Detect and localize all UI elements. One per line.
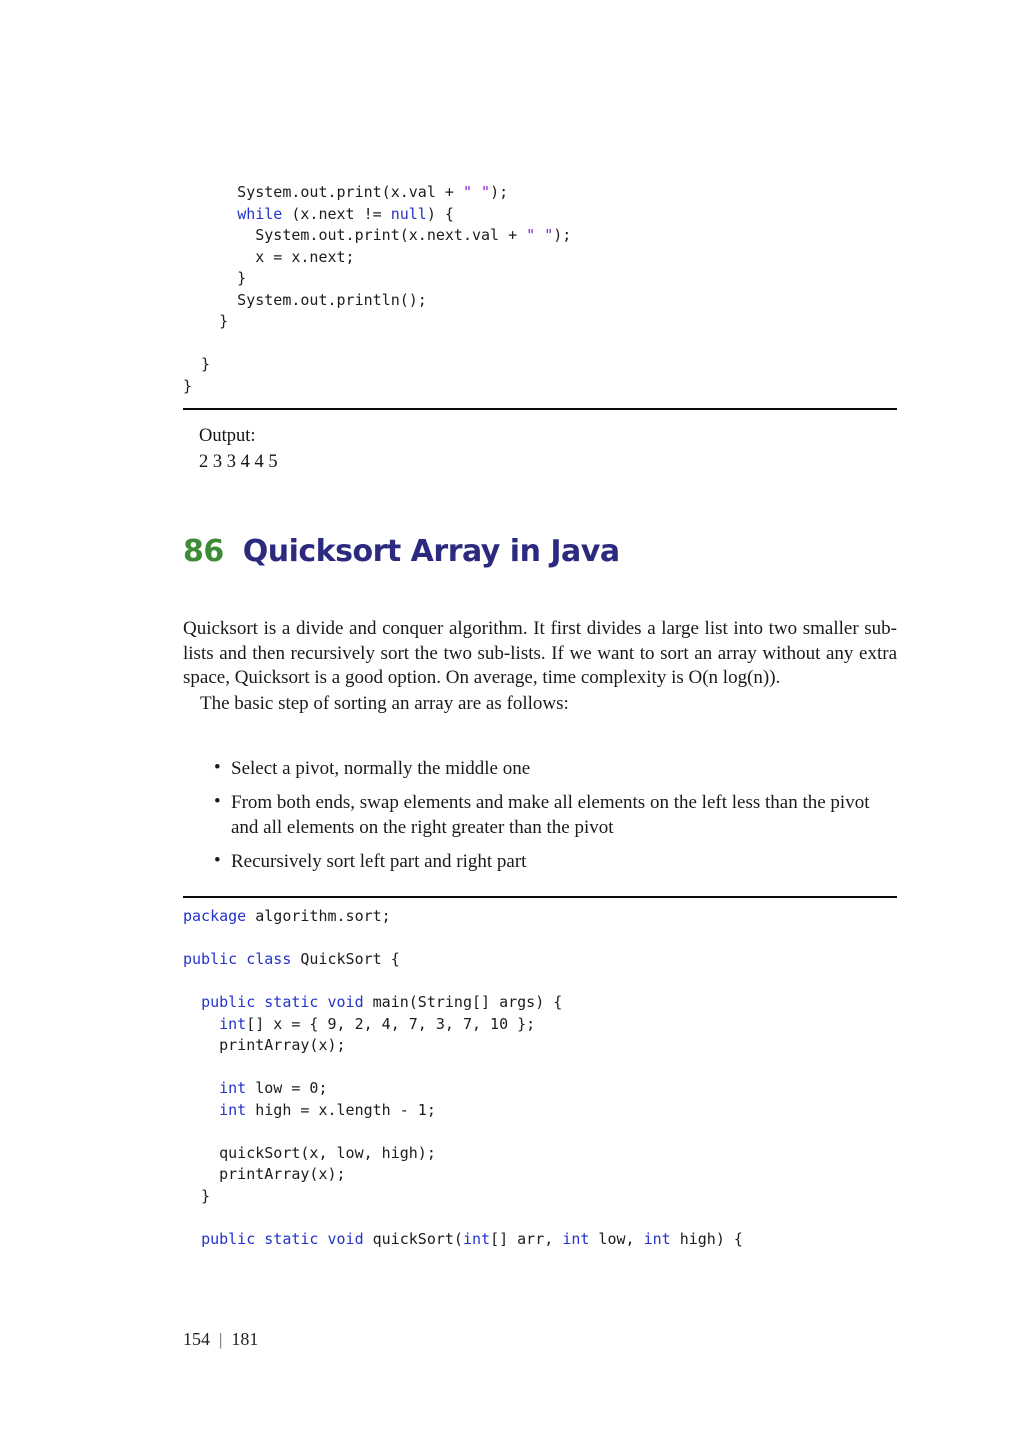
code-keyword: null — [390, 204, 427, 223]
code-line — [183, 354, 897, 376]
list-item — [183, 849, 897, 875]
section-number: 86 — [183, 534, 224, 569]
code-keyword: int — [462, 1229, 491, 1248]
code-text — [183, 1230, 201, 1248]
output-value: 2 3 3 4 4 5 — [199, 452, 278, 472]
section-title: Quicksort Array in Java — [242, 534, 620, 569]
section-heading — [183, 534, 897, 569]
code-keyword: package — [183, 907, 247, 925]
code-keyword: public static void — [201, 1229, 364, 1248]
code-string: " " — [526, 226, 554, 244]
code-text: } — [183, 376, 193, 395]
page-footer — [183, 1329, 897, 1350]
code-text: ) { — [426, 204, 454, 223]
code-line — [183, 1100, 897, 1122]
intro-paragraph: Quicksort is a divide and conquer algorithm. It first divides a large list into two smaller sub-lists and then recursively sort the two sub-lists. If we want to sort an array without any extra space, Quicksort is a good option. On average, time complexity is O(n log(n)). — [183, 618, 897, 689]
code-keyword: while — [237, 204, 283, 223]
code-line — [183, 376, 897, 398]
code-line — [183, 928, 897, 950]
code-text: ); — [490, 183, 509, 201]
code-line — [183, 992, 897, 1014]
code-text — [183, 205, 237, 223]
code-keyword: public class — [183, 950, 292, 968]
code-text — [183, 993, 201, 1011]
code-text: } — [183, 312, 229, 330]
code-text: printArray(x); — [183, 1036, 346, 1054]
list-item — [183, 790, 897, 841]
code-text: quickSort(x, low, high); — [183, 1143, 436, 1162]
code-line — [183, 1035, 897, 1057]
code-line — [183, 1164, 897, 1186]
code-line — [183, 247, 897, 269]
code-line — [183, 182, 897, 204]
code-line — [183, 311, 897, 333]
divider-top — [183, 408, 897, 410]
code-line — [183, 333, 897, 355]
list-item-text: Select a pivot, normally the middle one — [231, 758, 531, 779]
code-keyword: int — [219, 1079, 247, 1097]
code-line — [183, 1121, 897, 1143]
code-text: printArray(x); — [183, 1165, 346, 1183]
code-line — [183, 1207, 897, 1229]
code-line — [183, 906, 897, 928]
list-item-text: Recursively sort left part and right part — [231, 850, 527, 872]
code-text: high) { — [670, 1229, 743, 1248]
code-line — [183, 1143, 897, 1165]
code-keyword: int — [643, 1229, 671, 1248]
code-line — [183, 1229, 897, 1251]
code-text: main(String[] args) { — [363, 993, 563, 1011]
code-text: System.out.print(x.val + — [183, 183, 463, 201]
code-text — [183, 1101, 219, 1119]
code-text: low, — [589, 1229, 644, 1248]
code-text: high = x.length - 1; — [246, 1100, 436, 1119]
steps-list — [183, 756, 897, 882]
code-text: QuickSort { — [291, 950, 400, 968]
code-keyword: public static void — [201, 993, 364, 1011]
intro-text — [183, 617, 897, 716]
list-item — [183, 756, 897, 782]
code-text: } — [183, 1186, 211, 1205]
divider-code — [183, 896, 897, 898]
code-text: (x.next != — [282, 204, 391, 223]
output-label: Output: — [199, 426, 256, 446]
code-block-quicksort — [183, 906, 897, 1250]
code-text: algorithm.sort; — [246, 907, 391, 925]
code-text: System.out.print(x.next.val + — [183, 226, 527, 244]
code-line — [183, 1186, 897, 1208]
code-line — [183, 268, 897, 290]
code-text: [] arr, — [490, 1229, 563, 1248]
footer-separator: | — [219, 1330, 223, 1349]
code-block-print-list — [183, 182, 897, 397]
code-line — [183, 1014, 897, 1036]
code-line — [183, 971, 897, 993]
code-text: System.out.println(); — [183, 290, 427, 309]
steps-intro-line: The basic step of sorting an array are as follows: — [200, 692, 569, 714]
page-number: 154 — [183, 1329, 210, 1349]
code-keyword: int — [219, 1100, 247, 1119]
code-text: low = 0; — [246, 1079, 328, 1097]
code-text — [183, 1079, 219, 1097]
code-keyword: int — [562, 1229, 590, 1248]
total-pages: 181 — [231, 1329, 259, 1349]
code-line — [183, 204, 897, 226]
code-text: x = x.next; — [183, 247, 355, 266]
code-line — [183, 1057, 897, 1079]
code-text: quickSort( — [363, 1229, 463, 1248]
code-text: ); — [553, 226, 572, 244]
code-text — [183, 1015, 219, 1033]
code-text: } — [183, 355, 211, 373]
code-line — [183, 290, 897, 312]
code-text: } — [183, 269, 247, 287]
code-line — [183, 1078, 897, 1100]
code-text: [] x = { 9, 2, 4, 7, 3, 7, 10 }; — [246, 1014, 536, 1033]
list-item-text: From both ends, swap elements and make all elements on the left less than the pivot and all elements on the right greater than the pivot — [231, 791, 870, 838]
code-keyword: int — [219, 1014, 247, 1033]
code-line — [183, 225, 897, 247]
code-line — [183, 949, 897, 971]
code-string: " " — [462, 183, 491, 201]
output-section — [183, 423, 897, 475]
